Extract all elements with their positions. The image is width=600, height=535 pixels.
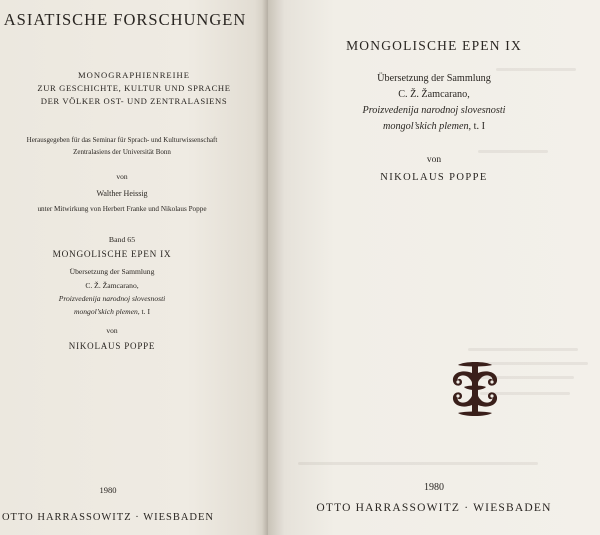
right-publisher: OTTO HARRASSOWITZ · WIESBADEN <box>316 502 552 514</box>
right-translation-line-4-italic: mongol’skich plemen, <box>383 121 472 132</box>
right-page <box>268 0 600 535</box>
right-book-title: MONGOLISCHE EPEN IX <box>346 38 522 53</box>
left-year: 1980 <box>99 485 117 495</box>
collaborators: unter Mitwirkung von Herbert Franke und Nikolaus Poppe <box>37 205 207 213</box>
right-translation-line-2: C. Ž. Žamcarano, <box>398 89 470 100</box>
right-translation-line-4-volume: t. I <box>471 121 485 132</box>
series-subtitle-2: ZUR GESCHICHTE, KULTUR UND SPRACHE <box>37 83 231 93</box>
von-label-2: von <box>106 326 118 335</box>
left-translation-line-3: Proizvedenija narodnoj slovesnosti <box>58 294 166 303</box>
publisher-ornament-icon <box>448 357 502 421</box>
left-translation-line-4 <box>0 307 224 316</box>
volume-number: Band 65 <box>108 235 136 244</box>
left-translation-line-1: Übersetzung der Sammlung <box>69 267 155 276</box>
left-publisher: OTTO HARRASSOWITZ · WIESBADEN <box>1 512 215 523</box>
left-translation-line-4-italic: mongol’skich plemen, <box>73 307 140 316</box>
von-label-1: von <box>116 172 128 181</box>
left-author-name: NIKOLAUS POPPE <box>68 341 156 351</box>
right-translation-line-3: Proizvedenija narodnoj slovesnosti <box>362 105 506 116</box>
left-translation-line-4-volume: t. I <box>139 307 150 316</box>
issued-by-line-1: Herausgegeben für das Seminar für Sprach- und Kulturwissenschaft <box>26 136 218 144</box>
series-title: ASIATISCHE FORSCHUNGEN <box>3 10 247 29</box>
left-book-title: MONGOLISCHE EPEN IX <box>52 250 172 260</box>
left-page <box>0 0 268 535</box>
series-subtitle-1: MONOGRAPHIENREIHE <box>77 70 190 80</box>
series-subtitle-3: DER VÖLKER OST- UND ZENTRALASIENS <box>40 96 228 106</box>
issued-by-line-2: Zentralasiens der Universität Bonn <box>73 148 171 156</box>
right-translation-line-1: Übersetzung der Sammlung <box>377 73 491 84</box>
editor-name: Walther Heissig <box>96 189 148 198</box>
right-von-label: von <box>426 155 442 165</box>
right-year: 1980 <box>424 482 444 493</box>
left-translation-line-2: C. Ž. Žamcarano, <box>85 281 139 290</box>
right-author-name: NIKOLAUS POPPE <box>380 172 488 183</box>
right-translation-line-4 <box>268 121 600 132</box>
